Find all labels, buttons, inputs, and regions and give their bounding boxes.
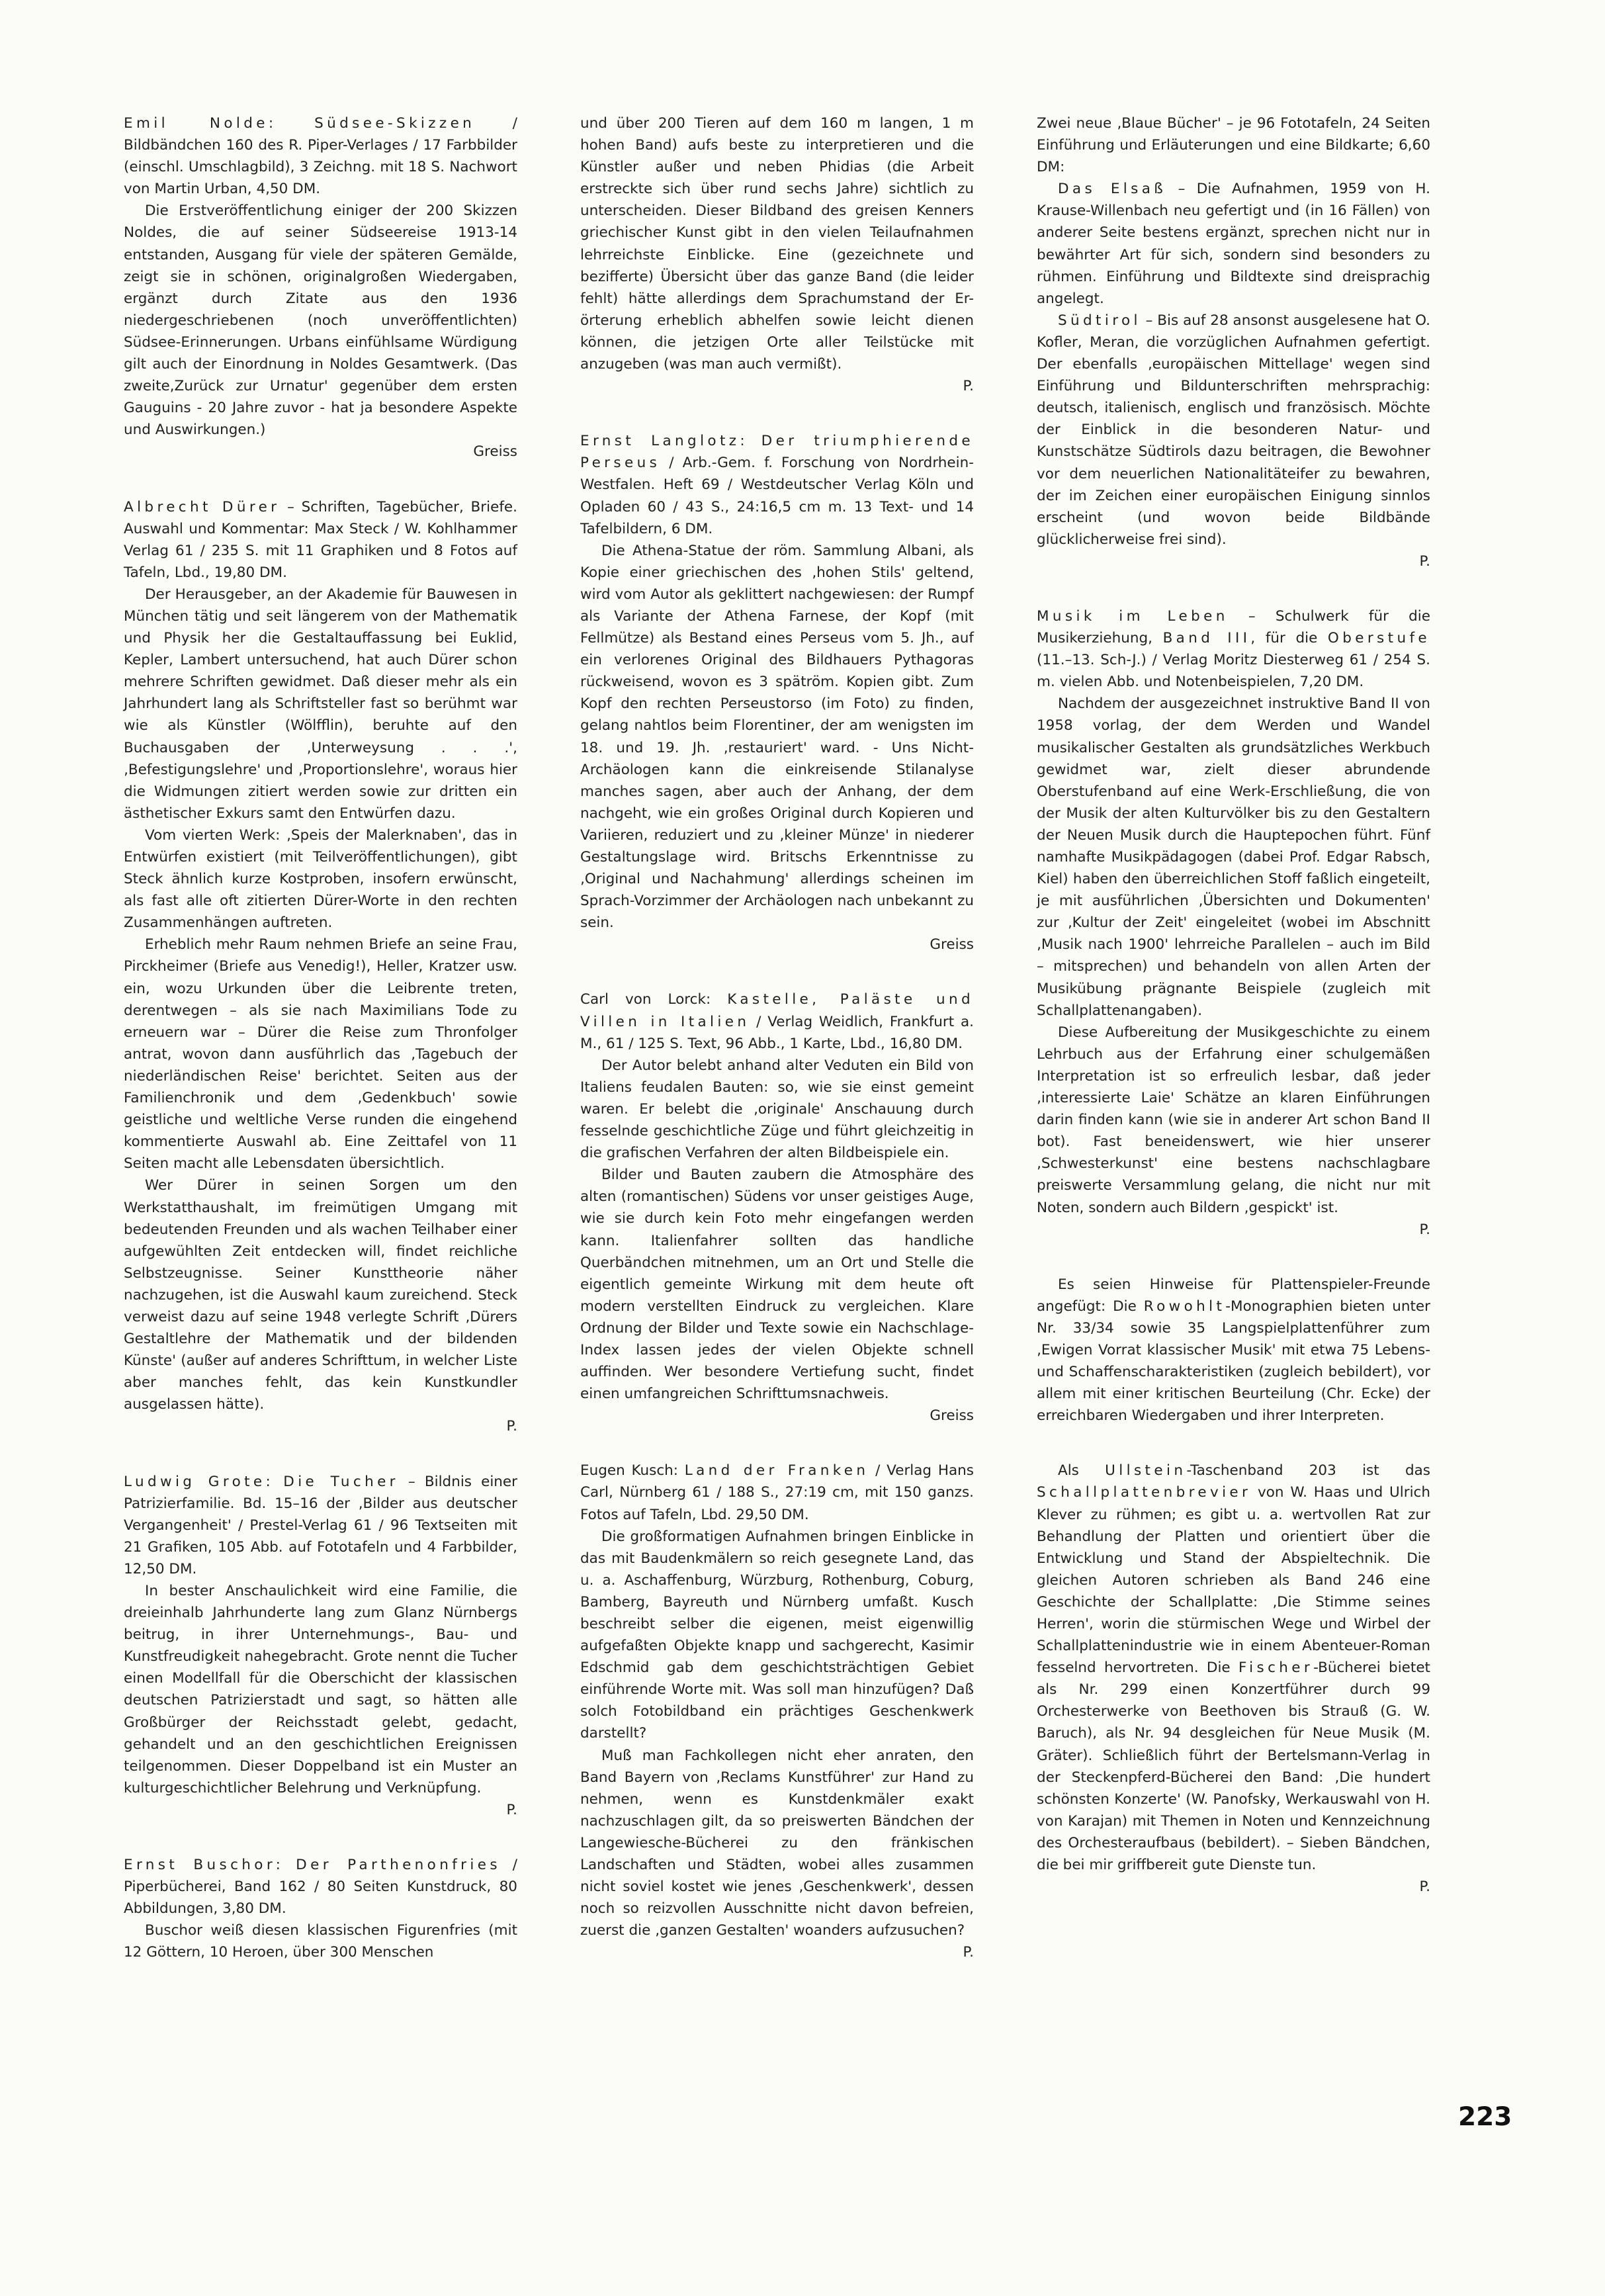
- column-right: [1037, 112, 1430, 1896]
- review-bibliography: – Schriften, Tagebücher, Briefe. Auswahl und Kommentar: Max Steck / W. Kohlhammer Verlag 61 / 235 S. mit 11 Graphiken und 8 Fotos auf Tafeln, Lbd., 19,80 DM.: [124, 498, 517, 581]
- review-kusch: [580, 1460, 974, 1963]
- reviewer-signature: P.: [506, 1801, 517, 1818]
- review-title: Das Elsaß: [1058, 181, 1167, 198]
- review-author: Ernst Buschor:: [124, 1857, 284, 1874]
- review-bibliography: (11.–13. Sch-J.) / Verlag Moritz Diesterweg 61 / 254 S. m. vielen Abb. und Notenbeispielen, 7,20 DM.: [1037, 652, 1430, 691]
- reviewer-signature: P.: [506, 1418, 517, 1435]
- review-paragraph: Es seien Hinweise für Plattenspieler-Freunde angefügt: Die: [1037, 1276, 1430, 1315]
- review-paragraph: Erheblich mehr Raum nehmen Briefe an seine Frau, Pirckheimer (Briefe aus Venedig!), Heller, Kratzer usw. ein, wozu Urkunden über die Leibrente treten, derentwegen – als sie nach Maximilians Tode zu erneuern war – Dürer die Reise zum Thronfolger antrat, wovon dann ausführlich das ‚Tagebuch der niederländischen Reise' berichtet. Seiten aus der Familienchronik und dem ‚Gedenkbuch' sowie geistliche und weltliche Verse runden die eingehend kommentierte Auswahl ab. Eine Zeittafel von 11 Seiten macht alle Lebensdaten übersichtlich.: [124, 936, 517, 1172]
- review-paragraph: -Taschenband 203 ist das: [1186, 1462, 1430, 1479]
- review-bibliography: – Bildnis einer Patrizierfamilie. Bd. 15–16 der ‚Bilder aus deutscher Vergangenheit' / Prestel-Verlag 61 / 96 Textseiten mit 21 Grafiken, 105 Abb. auf Fototafeln und 4 Farbbilder, 12,50 DM.: [124, 1473, 517, 1577]
- review-author: Emil Nolde:: [124, 115, 277, 132]
- review-author: Albrecht Dürer: [124, 498, 281, 515]
- review-title: Der Parthenonfries: [296, 1857, 501, 1874]
- review-bibliography: , für die: [1250, 630, 1328, 647]
- reviewer-signature: P.: [1419, 552, 1430, 570]
- review-bibliography: – Schulwerk für die Musikerziehung,: [1037, 607, 1430, 647]
- review-blaue-buecher: [1037, 112, 1430, 572]
- review-title: Der triumphierende Perseus: [580, 433, 975, 472]
- review-paragraph: In bester Anschaulichkeit wird eine Familie, die dreieinhalb Jahrhunderte lang zum Glanz Nürnbergs beitrug, in ihrer Unternehmungs-, Bau- und Kunstfreudigkeit nahegebracht. Grote nennt die Tucher einen Modellfall für die Oberschicht der klassischen deutschen Patrizierstadt und sagt, so hätten alle Großbürger der Reichsstadt gelebt, gedacht, gehandelt und an den geschichtlichen Ereignissen teilgenommen. Dieser Doppelband ist ein Muster an kulturgeschichtlicher Belehrung und Verknüpfung.: [124, 1583, 517, 1796]
- reviewer-signature: Greiss: [473, 443, 517, 461]
- review-title: Südtirol: [1058, 312, 1141, 329]
- reviewer-signature: P.: [963, 1944, 974, 1961]
- review-paragraph: Vom vierten Werk: ‚Speis der Malerknaben', das in Entwürfen existiert (mit Teilveröffentlichungen), gibt Steck ähnlich kurze Kostproben, insofern erwünscht, als fast alle oft zitierten Dürer-Worte in den rechten Zusammenhängen auftreten.: [124, 826, 517, 932]
- review-title: Musik im Leben: [1037, 607, 1229, 625]
- review-paragraph: Die Athena-Statue der röm. Sammlung Albani, als Kopie einer griechischen des ‚hohen Stils' geltend, wird vom Autor als geklittert nachgewiesen: der Rumpf als Variante der Athena Farnese, der Kopf (mit Fellmütze) als Bestand eines Perseus vom 5. Jh., auf ein verlorenes Original des Bildhauers Pythagoras rückweisend, wovon es 3 spätröm. Kopien gibt. Zum Kopf den rechten Perseustorso (im Foto) zu finden, gelang nahtlos beim Florentiner, der am wenigsten im 18. und 19. Jh. ‚restauriert' ward. - Uns Nicht-Archäologen kann die einkreisende Stilanalyse manches sagen, aber auch der Anhang, der dem nachgeht, wie ein großes Original durch Kopieren und Variieren, reduziert und zu ‚kleiner Münze' in niederer Gestaltungslage wird. Britschs Erkenntnisse zu ‚Original und Nachahmung' allerdings scheinen im Sprach-Vorzimmer der Archäologen nach unbekannt zu sein.: [580, 542, 974, 932]
- reviewer-signature: P.: [963, 378, 974, 395]
- column-left: [124, 112, 518, 1961]
- publisher-name: Rowohlt: [1143, 1298, 1226, 1315]
- review-duerer: [124, 496, 517, 1438]
- review-bibliography: / Verlag Hans Carl, Nürnberg 61 / 188 S., 27:19 cm, mit 150 ganzs. Fotos auf Tafeln, Lbd. 29,50 DM.: [580, 1462, 974, 1523]
- review-title: Land der Franken: [684, 1462, 869, 1479]
- review-paragraph: -Monographien bieten unter Nr. 33/34 sowie 35 Langspielplattenführer zum ‚Ewigen Vorrat klassischer Musik' mit etwa 75 Lebens- und Schaffenscharakteristiken (zugleich bebildert), vor allem mit einer kritischen Beurteilung (Chr. Ecke) der erreichbaren Wiedergaben und ihrer Interpreten.: [1037, 1298, 1430, 1425]
- review-ullstein: [1037, 1460, 1430, 1898]
- reviewer-signature: P.: [1419, 1221, 1430, 1238]
- publisher-name: Fischer: [1238, 1659, 1314, 1677]
- review-volume-label: Oberstufe: [1327, 630, 1430, 647]
- review-title: Die Tucher: [283, 1473, 399, 1490]
- review-bibliography: / Verlag Weidlich, Frankfurt a. M., 61 / 125 S. Text, 96 Abb., 1 Karte, Lbd., 16,80 DM.: [580, 1013, 974, 1052]
- review-paragraph: Als: [1058, 1462, 1106, 1479]
- review-grote: [124, 1471, 517, 1822]
- reviewer-signature: P.: [1419, 1878, 1430, 1896]
- review-paragraph: Wer Dürer in seinen Sorgen um den Werkstatthaushalt, im freimütigen Umgang mit bedeutenden Freunden und als wachen Teilhaber einer aufgewühlten Zeit entdecken will, findet reichliche Selbstzeugnisse. Seiner Kunsttheorie näher nachzugehen, ist die Auswahl kaum zureichend. Steck verweist dazu auf seine 1948 verlegte Schrift ‚Dürers Gestaltlehre der Mathematik und der bildenden Künste' (außer auf anderes Schrifttum, in welcher Liste aber manches fehlt, das kein Kunstkundler ausgelassen hätte).: [124, 1177, 517, 1413]
- review-paragraph: Der Autor belebt anhand alter Veduten ein Bild von Italiens feudalen Bauten: so, wie sie einst gemeint waren. Er belebt die ‚originale' Anschauung durch fesselnde geschichtliche Züge und führt gleichzeitig in die grafischen Verfahren der alten Bildbeispiele ein.: [580, 1057, 974, 1162]
- review-paragraph: Nachdem der ausgezeichnet instruktive Band II von 1958 vorlag, der dem Werden und Wandel musikalischer Gestalten als grundsätzliches Werkbuch gewidmet war, zielt dieser abrundende Oberstufenband auf eine Werk-Erschließung, die von der Musik der alten Kulturvölker bis zu den Gestaltern der Neuen Musik durch die Hauptepochen führt. Fünf namhafte Musikpädagogen (dabei Prof. Edgar Rabsch, Kiel) haben den überreichlichen Stoff faßlich eingeteilt, je mit ausführlichen ‚Übersichten und Dokumenten' zur ‚Kultur der Zeit' eingeleitet (wobei im Abschnitt ‚Musik nach 1900' lehrreiche Parallelen – auch im Bild – mitsprechen) und behandeln von allen Arten der Musikübung prägnante Beispiele (zugleich mit Schallplattenangaben).: [1037, 695, 1430, 1019]
- publisher-name: Ullstein: [1105, 1462, 1187, 1479]
- review-paragraph: Die Erstveröffentlichung einiger der 200 Skizzen Noldes, die auf seiner Südseereise 1913-14 entstanden, Ausgang für viele der späteren Gemälde, zeigt sie in schönen, originalgroßen Wiedergaben, ergänzt durch Zitate aus den 1936 niedergeschriebenen (noch unveröffentlichten) Südsee-Erinnerungen. Urbans einfühlsame Würdigung gilt auch der Einordnung in Noldes Gesamtwerk. (Das zweite,Zurück zur Urnatur' gegenüber dem ersten Gauguins - 20 Jahre zuvor - hat ja besondere Aspekte und Auswirkungen.): [124, 202, 517, 439]
- review-musik-im-leben: [1037, 605, 1430, 1241]
- review-paragraph: und über 200 Tieren auf dem 160 m langen, 1 m hohen Band) aufs beste zu interpretieren und die Künstler außer und neben Phidias (die Arbeit erstreckte sich über rund sechs Jahre) sichtlich zu unterscheiden. Dieser Bildband des greisen Kenners griechischer Kunst gibt in den vielen Teilaufnahmen lehrreichste Einblicke. Eine (gezeichnete und bezifferte) Übersicht über das ganze Band (die leider fehlt) hätte allerdings dem Sprachumstand der Er-örterung erheblich abhelfen sowie leicht dienen können, die jetzigen Orte aller Teilstücke mit anzugeben (was man auch vermißt).: [580, 115, 974, 373]
- review-author: Ernst Langlotz:: [580, 433, 749, 450]
- review-volume: Band III: [1162, 630, 1251, 647]
- review-paragraph: Bilder und Bauten zaubern die Atmosphäre des alten (romantischen) Südens vor unser geistiges Auge, wie sie durch kein Foto mehr eingefangen werden kann. Italienfahrer sollten das handliche Querbändchen mitnehmen, um an Ort und Stelle die eigentlich gemeinte Wirkung mit dem heute oft modern verstellten Eindruck zu vergleichen. Klare Ordnung der Bilder und Texte sowie ein Nachschlage-Index lassen jedes der vielen Objekte schnell auffinden. Wer besondere Vertiefung sucht, findet einen umfangreichen Schrifttumsnachweis.: [580, 1167, 974, 1403]
- page-number: 223: [1458, 2102, 1512, 2132]
- review-author: Carl von Lorck:: [580, 991, 711, 1008]
- review-nolde: [124, 112, 517, 463]
- review-paragraph: – Bis auf 28 ansonst ausgelesene hat O. Kofler, Meran, die vorzüglichen Aufnahmen gefertigt. Der ebenfalls ‚europäischen Mittellage' wegen sind Einführung und Bildunterschriften mehrsprachig: deutsch, italienisch, englisch und französisch. Möchte der Einblick in die besonderen Natur- und Kunstschätze Südtirols dazu beitragen, die Bewohner vor dem neuerlichen Nationalitäteifer zu bewahren, der im Zeichen einer europäischen Einigung sinnlos erscheint (und wovon beide Bildbände glücklicherweise frei sind).: [1037, 312, 1430, 548]
- review-bibliography: / Piperbücherei, Band 162 / 80 Seiten Kunstdruck, 80 Abbildungen, 3,80 DM.: [124, 1857, 517, 1918]
- column-middle: [580, 112, 975, 1961]
- review-author: Eugen Kusch:: [580, 1462, 679, 1479]
- review-buschor: [124, 1854, 517, 1963]
- review-langlotz: [580, 430, 974, 955]
- reviewer-signature: Greiss: [930, 1407, 974, 1425]
- review-bibliography: / Arb.-Gem. f. Forschung von Nordrhein-Westfalen. Heft 69 / Westdeutscher Verlag Köln und Opladen 60 / 43 S., 24:16,5 cm m. 13 Text- und 14 Tafelbildern, 6 DM.: [580, 455, 974, 537]
- review-paragraph: Der Herausgeber, an der Akademie für Bauwesen in München tätig und seit längerem von der Mathematik und Physik her die Gestaltauffassung bei Euklid, Kepler, Lambert untersuchend, hat auch Dürer schon mehrere Schriften gewidmet. Daß dieser mehr als ein Jahrhundert lang als Schriftsteller fast so berühmt war wie als Künstler (Wölfflin), beruhte auf den Buchausgaben der ‚Unterweysung . . .', ‚Befestigungslehre' und ‚Proportionslehre', woraus hier die Widmungen zitiert werden sowie zur dritten ein ästhetischer Exkurs samt den Entwürfen dazu.: [124, 586, 517, 822]
- review-paragraph: Die großformatigen Aufnahmen bringen Einblicke in das mit Baudenkmälern so reich gesegnete Land, das u. a. Aschaffenburg, Würzburg, Rothenburg, Coburg, Bamberg, Bayreuth und Nürnberg umfaßt. Kusch beschreibt selber die eigenen, meist eigenwillig aufgefaßten Objekte knapp und sachgerecht, Kasimir Edschmid gab dem geschichtsträchtigen Gebiet einführende Worte mit. Was soll man hinzufügen? Daß solch Fotobildband ein prächtiges Geschenkwerk darstellt?: [580, 1528, 974, 1742]
- review-paragraph: -Bücherei bietet als Nr. 299 einen Konzertführer durch 99 Orchesterwerke von Beethoven bis Strauß (G. W. Baruch), als Nr. 94 desgleichen für Neue Musik (M. Gräter). Schließlich führt der Bertelsmann-Verlag in der Steckenpferd-Bücherei den Band: ‚Die hundert schönsten Konzerte' (W. Panofsky, Werkauswahl von H. von Karajan) mit Themen in Noten und Kennzeichnung des Orchesteraufbaus (bebildert). – Sieben Bändchen, die bei mir griffbereit gute Dienste tun.: [1037, 1659, 1430, 1874]
- review-author: Ludwig Grote:: [124, 1473, 275, 1490]
- review-buschor-continued: [580, 112, 974, 397]
- review-intro: Zwei neue ‚Blaue Bücher' – je 96 Fototafeln, 24 Seiten Einführung und Erläuterungen und eine Bildkarte; 6,60 DM:: [1037, 115, 1430, 176]
- reviewer-signature: Greiss: [930, 936, 974, 953]
- review-paragraph: – Die Aufnahmen, 1959 von H. Krause-Willenbach neu gefertigt und (in 16 Fällen) von anderer Seite bestens ergänzt, sprechen nicht nur in bewährter Art für sich, sondern sind besonders zu rühmen. Einführung und Bildtexte sind dreisprachig angelegt.: [1037, 181, 1430, 307]
- review-bibliography: / Bildbändchen 160 des R. Piper-Verlages / 17 Farbbilder (einschl. Umschlagbild), 3 Zeichng. mit 18 S. Nachwort von Martin Urban, 4,50 DM.: [124, 115, 518, 198]
- review-title: Schallplattenbrevier: [1037, 1484, 1252, 1501]
- review-lorck: [580, 989, 974, 1427]
- review-paragraph: Diese Aufbereitung der Musikgeschichte zu einem Lehrbuch aus der Erfahrung einer schulgemäßen Interpretation ist so erfreulich lesbar, daß jeder ‚interessierte Laie' Schätze an klaren Einführungen darin finden kann (wie sie in anderer Art schon Band II bot). Fast beneidenswert, wie hier unserer ‚Schwesterkunst' eine bestens nachschlagbare preiswerte Versammlung gelang, die nicht nur mit Noten, sondern auch Bildern ‚gespickt' ist.: [1037, 1024, 1430, 1216]
- review-paragraph: Muß man Fachkollegen nicht eher anraten, den Band Bayern von ‚Reclams Kunstführer' zur Hand zu nehmen, wenn es Kunstdenkmäler exakt nachzuschlagen gilt, da so preiswerten Bändchen der Langewiesche-Bücherei zu den fränkischen Landschaften und Städten, wobei alles zusammen nicht soviel kostet wie jenes ‚Geschenkwerk', dessen noch so reizvollen Ausschnitte nicht davon befreien, zuerst die ‚ganzen Gestalten' woanders aufzusuchen?: [580, 1747, 974, 1939]
- review-paragraph: von W. Haas und Ulrich Klever zu rühmen; es gibt u. a. wertvollen Rat zur Behandlung der Platten und orientiert über die Entwicklung und Stand der Abspieltechnik. Die gleichen Autoren schrieben als Band 246 eine Geschichte der Schallplatte: ‚Die Stimme seines Herren', worin die stürmischen Wege und Wirbel der Schallplattenindustrie wie in einem Abenteuer-Roman fesselnd hervortreten. Die: [1037, 1484, 1430, 1677]
- review-title: Südsee-Skizzen: [314, 115, 476, 132]
- review-rowohlt: [1037, 1274, 1430, 1427]
- review-paragraph: Buschor weiß diesen klassischen Figurenfries (mit 12 Göttern, 10 Heroen, über 300 Menschen: [124, 1922, 517, 1961]
- review-title: Kastelle, Paläste und Villen in Italien: [580, 991, 975, 1030]
